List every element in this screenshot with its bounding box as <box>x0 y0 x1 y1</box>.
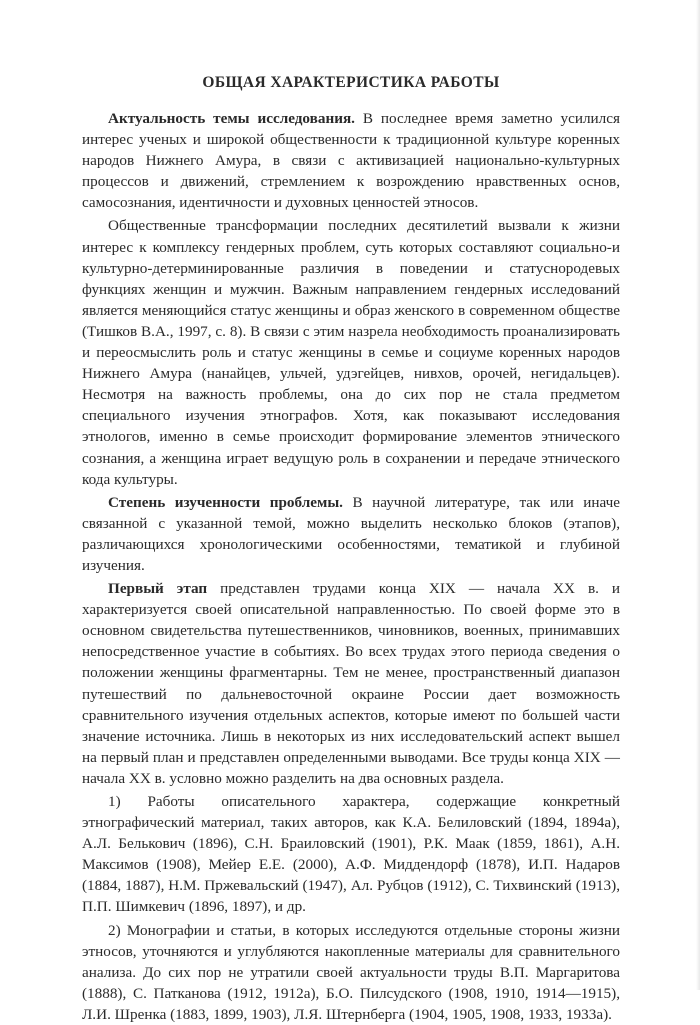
paragraph-study-degree <box>82 492 620 576</box>
paragraph-relevance <box>82 108 620 213</box>
paragraph-text: 2) Монографии и статьи, в которых исследуются отдельные стороны жизни этносов, уточняются и углубляются накопленные материалы для сравнительного анализа. До сих пор не утратили своей актуальности труды В.П. Маргаритова (1888), С. Патканова (1912, 1912а), Б.О. Пилсудского (1908, 1910, 1914—1915), Л.И. Шренка (1883, 1899, 1903), Л.Я. Штернберга (1904, 1905, 1908, 1933, 1933а). <box>82 921 620 1023</box>
paragraph-text: представлен трудами конца XIX — начала XX в. и характеризуется своей описательной направленностью. По своей форме это в основном свидетельства путешественников, чиновников, военных, принимавших непосредственное участие в событиях. Во всех трудах этого периода сведения о положении женщины фрагментарны. Тем не менее, пространственный диапазон путешествий по дальневосточной окраине России дает возможность сравнительного изучения отдельных аспектов, которые имеют по большей части значение источника. Лишь в некоторых из них исследовательский аспект вышел на первый план и представлен определенными выводами. Все труды конца XIX — начала XX в. условно можно разделить на два основных раздела. <box>82 580 620 787</box>
paragraph-lead: Степень изученности проблемы. <box>108 493 343 511</box>
paragraph-text: В научной литературе, так или иначе связанной с указанной темой, можно выделить несколько блоков (этапов), различающихся хронологическими особенностями, тематикой и глубиной изучения. <box>82 493 620 574</box>
section-title: ОБЩАЯ ХАРАКТЕРИСТИКА РАБОТЫ <box>202 74 500 91</box>
paragraph-lead: Актуальность темы исследования. <box>108 110 355 127</box>
page-edge-shadow <box>696 0 700 990</box>
document-page <box>82 62 620 1025</box>
paragraph-text: В последнее время заметно усилился интерес ученых и широкой общественности к традиционной культуре коренных народов Нижнего Амура, в связи с активизацией национально-культурных процессов и движений, стремлением к возрождению нравственных основ, самосознания, идентичности и духовных ценностей этносов. <box>82 110 620 212</box>
paragraph-text: Общественные трансформации последних десятилетий вызвали к жизни интерес к комплексу гендерных проблем, суть которых составляют социально-и культурно-детерминированные различия в поведении и статуснородевых функциях женщин и мужчин. Важным направлением гендерных исследований является меняющийся статус женщины и образ женского в современном обществе (Тишков В.А., 1997, с. 8). В связи с этим назрела необходимость проанализировать и переосмыслить роль и статус женщины в семье и социуме коренных народов Нижнего Амура (нанайцев, ульчей, удэгейцев, нивхов, орочей, негидальцев). Несмотря на важность проблемы, она до сих пор не стала предметом специального изучения этнографов. Хотя, как показывают исследования этнологов, именно в семье происходит формирование элементов этнического сознания, а женщина играет ведущую роль в сохранении и передаче этнического кода культуры. <box>82 217 620 488</box>
paragraph-lead: Первый этап <box>108 580 208 598</box>
paragraph-gender <box>82 215 620 489</box>
paragraph-text: 1) Работы описательного характера, содержащие конкретный этнографический материал, таких авторов, как К.А. Белиловский (1894, 1894а), А.Л. Белькович (1896), С.Н. Браиловский (1901), Р.К. Маак (1859, 1861), А.Н. Максимов (1908), Мейер Е.Е. (2000), А.Ф. Миддендорф (1878), И.П. Надаров (1884, 1887), Н.М. Пржевальский (1947), Ал. Рубцов (1912), С. Тихвинский (1913), П.П. Шимкевич (1896, 1897), и др. <box>82 793 620 916</box>
paragraph-monographs <box>82 920 620 1025</box>
paragraph-descriptive-works <box>82 791 620 918</box>
paragraph-first-stage <box>82 578 620 789</box>
